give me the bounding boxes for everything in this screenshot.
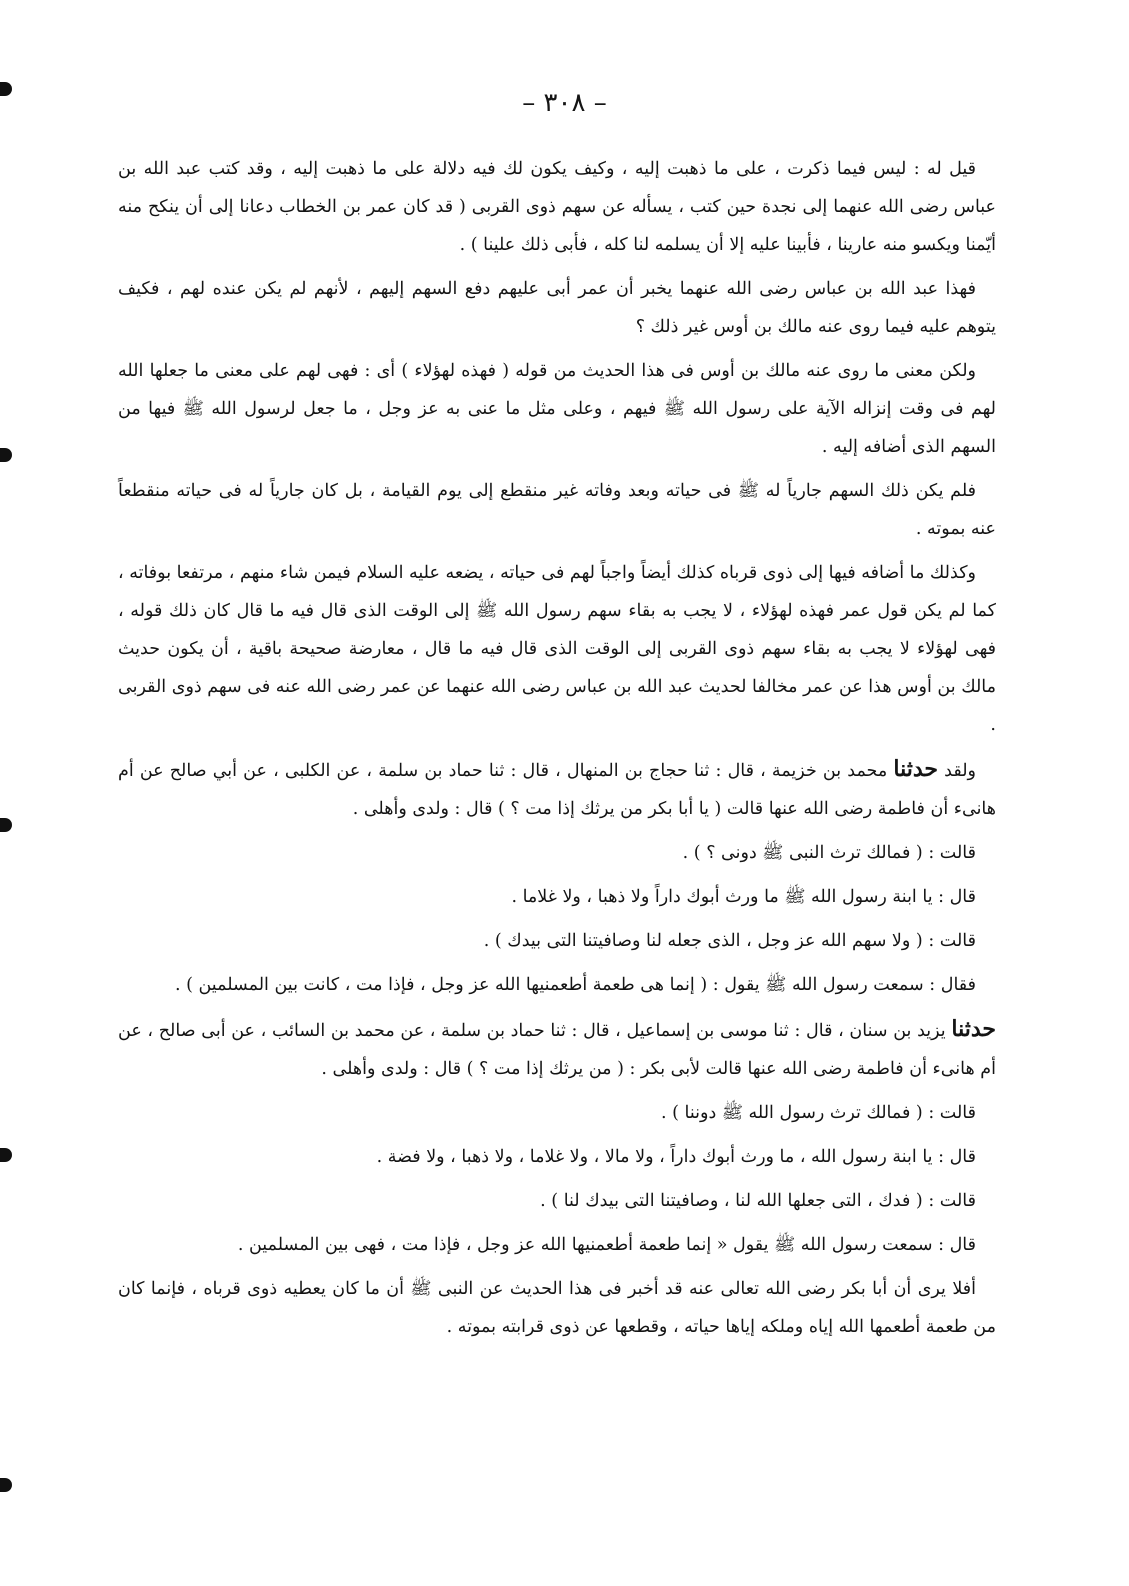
margin-mark <box>0 448 12 462</box>
paragraph-text: يزيد بن سنان ، قال : ثنا موسى بن إسماعيل ، قال : ثنا حماد بن سلمة ، عن محمد بن السائب ، عن أبى صالح ، عن أم هانىء أن فاطمة رضى الله عنها قالت لأبى بكر : ( من يرثك إذا مت ؟ ) قال : ولدى وأهلى . <box>118 1021 996 1079</box>
paragraph: وكذلك ما أضافه فيها إلى ذوى قرباه كذلك أيضاً واجباً لهم فى حياته ، يضعه عليه السلام فيمن شاء منهم ، مرتفعا بوفاته ، كما لم يكن قول عمر فهذه لهؤلاء ، لا يجب به بقاء سهم رسول الله ﷺ إلى الوقت الذى قال فيه ما قال كان ذلك قوله ، فهى لهؤلاء لا يجب به بقاء سهم ذوى القربى إلى الوقت الذى قال فيه ما قال ، معارضة صحيحة باقية ، أن يكون حديث مالك بن أوس هذا عن عمر مخالفا لحديث عبد الله بن عباس رضى الله عنهما عن عمر رضى الله عنه فى سهم ذوى القربى . <box>118 563 996 735</box>
dialogue-line: قالت : ( فمالك ترث النبى ﷺ دونى ؟ ) . <box>682 843 976 863</box>
dialogue-line: قال : يا ابنة رسول الله ﷺ ما ورث أبوك داراً ولا ذهبا ، ولا غلاما . <box>511 887 976 907</box>
paragraph-text: محمد بن خزيمة ، قال : ثنا حجاج بن المنهال ، قال : ثنا حماد بن سلمة ، عن الكلبى ، عن أبي صالح عن أم هانىء أن فاطمة رضى الله عنها قالت ( يا أبا بكر من يرثك إذا مت ؟ ) قال : ولدى وأهلى . <box>118 761 996 819</box>
hadith-marker: حدثنا <box>893 756 939 782</box>
paragraph: فهذا عبد الله بن عباس رضى الله عنهما يخبر أن عمر أبى عليهم دفع السهم إليهم ، لأنهم لم يكن عنده لهم ، فكيف يتوهم عليه فيما روى عنه مالك بن أوس غير ذلك ؟ <box>118 279 996 337</box>
page-number: – ٣٠٨ – <box>522 88 607 118</box>
paragraph: فلم يكن ذلك السهم جارياً له ﷺ فى حياته وبعد وفاته غير منقطع إلى يوم القيامة ، بل كان جارياً له فى حياته منقطعاً عنه بموته . <box>118 481 996 539</box>
margin-mark <box>0 1148 12 1162</box>
dialogue-line: قالت : ( فمالك ترث رسول الله ﷺ دوننا ) . <box>661 1103 976 1123</box>
paragraph: ولكن معنى ما روى عنه مالك بن أوس فى هذا الحديث من قوله ( فهذه لهؤلاء ) أى : فهى لهم على معنى ما جعلها الله لهم فى وقت إنزاله الآية على رسول الله ﷺ فيهم ، وعلى مثل ما عنى به عز وجل ، ما جعل لرسول الله ﷺ فيها من السهم الذى أضافه إليه . <box>118 361 996 457</box>
margin-mark <box>0 1478 12 1492</box>
dialogue-line: قالت : ( فدك ، التى جعلها الله لنا ، وصافيتنا التى بيدك لنا ) . <box>540 1191 976 1211</box>
paragraph-lead: ولقد <box>944 761 976 781</box>
dialogue-line: قالت : ( ولا سهم الله عز وجل ، الذى جعله لنا وصافيتنا التى بيدك ) . <box>483 931 976 951</box>
paragraph <box>118 1010 996 1088</box>
margin-mark <box>0 818 12 832</box>
dialogue-line: فقال : سمعت رسول الله ﷺ يقول : ( إنما هى طعمة أطعمنيها الله عز وجل ، فإذا مت ، كانت بين المسلمين ) . <box>174 975 976 995</box>
paragraph: أفلا يرى أن أبا بكر رضى الله تعالى عنه قد أخبر فى هذا الحديث عن النبى ﷺ أن ما كان يعطيه ذوى قرباه ، فإنما كان من طعمة أطعمها الله إياه وملكه إياها حياته ، وقطعها عن ذوى قرابته بموته . <box>118 1279 996 1337</box>
hadith-marker: حدثنا <box>951 1016 996 1042</box>
dialogue-line: قال : يا ابنة رسول الله ، ما ورث أبوك داراً ، ولا مالا ، ولا غلاما ، ولا ذهبا ، ولا فضة . <box>376 1147 976 1167</box>
paragraph: قيل له : ليس فيما ذكرت ، على ما ذهبت إليه ، وكيف يكون لك فيه دلالة على ما ذهبت إليه ، وقد كتب عبد الله بن عباس رضى الله عنهما إلى نجدة حين كتب ، يسأله عن سهم ذوى القربى ( قد كان عمر بن الخطاب دعانا إلى أن ينكح منه أيّمنا ويكسو منه عارينا ، فأبينا عليه إلا أن يسلمه لنا كله ، فأبى ذلك علينا ) . <box>118 159 996 255</box>
text-body <box>118 150 996 1352</box>
dialogue-line: قال : سمعت رسول الله ﷺ يقول « إنما طعمة أطعمنيها الله عز وجل ، فإذا مت ، فهى بين المسلمين . <box>237 1235 976 1255</box>
paragraph <box>118 750 996 828</box>
